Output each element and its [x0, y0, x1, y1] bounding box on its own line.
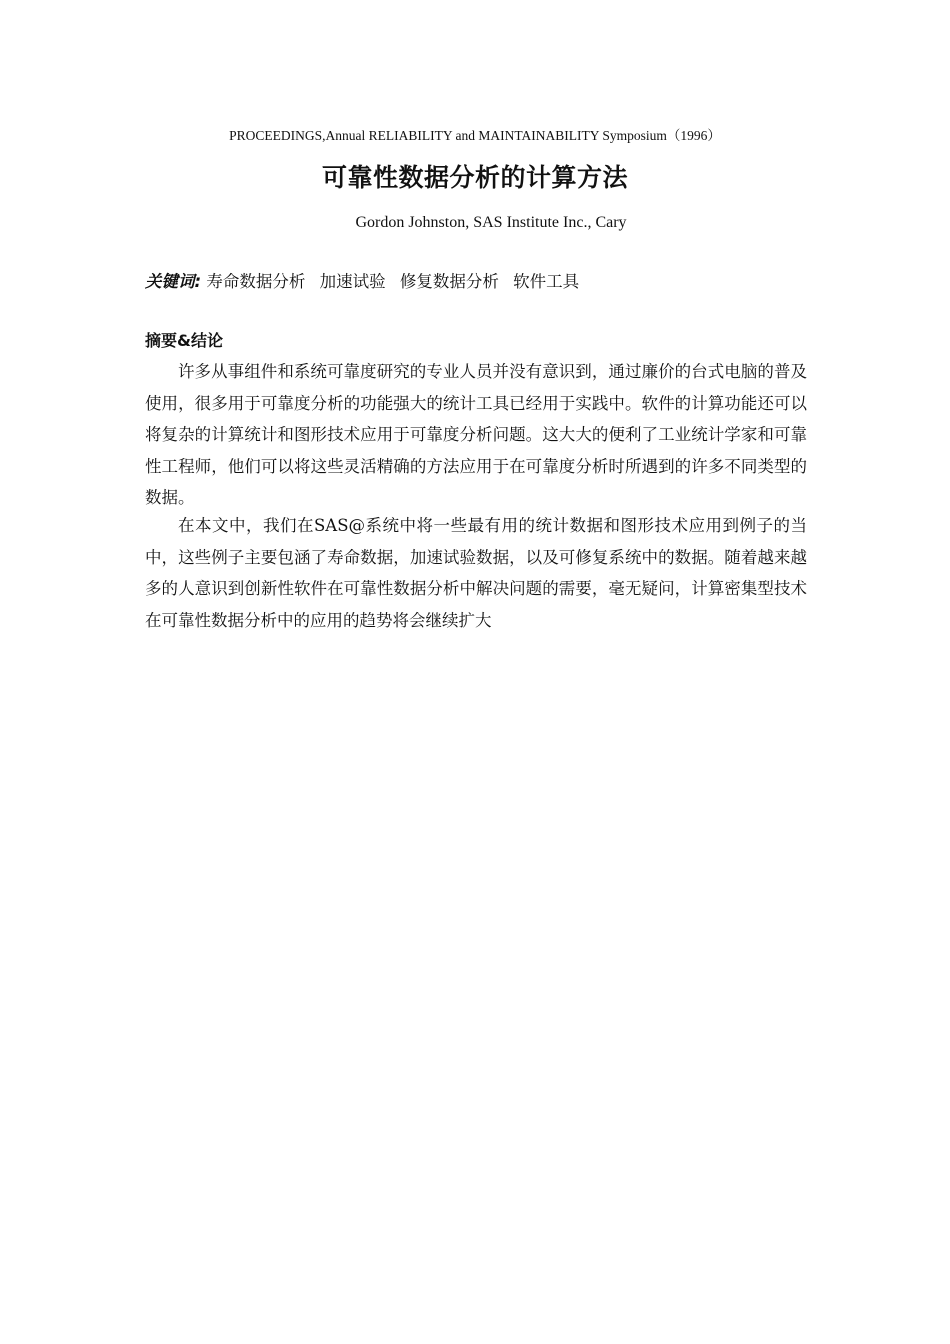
abstract-paragraph: 许多从事组件和系统可靠度研究的专业人员并没有意识到，通过廉价的台式电脑的普及使用，很多用于可靠度分析的功能强大的统计工具已经用于实践中。软件的计算功能还可以将复杂的计算统计和图形技术应用于可靠度分析问题。这大大的便利了工业统计学家和可靠性工程师，他们可以将这些灵活精确的方法应用于在可靠度分析时所遇到的许多不同类型的数据。 — [145, 362, 807, 507]
paper-title: 可靠性数据分析的计算方法 — [321, 163, 628, 192]
keyword-item: 加速试验 — [319, 272, 386, 291]
keyword-item: 修复数据分析 — [399, 272, 499, 291]
keyword-item: 寿命数据分析 — [206, 272, 306, 291]
keywords-label: 关键词: — [145, 272, 202, 291]
keyword-item: 软件工具 — [513, 272, 580, 291]
abstract-paragraph: 在本文中，我们在SAS@系统中将一些最有用的统计数据和图形技术应用到例子的当中，这些例子主要包涵了寿命数据，加速试验数据，以及可修复系统中的数据。随着越来越多的人意识到创新性软件在可靠性数据分析中解决问题的需要，毫无疑问，计算密集型技术在可靠性数据分析中的应用的趋势将会继续扩大 — [145, 516, 807, 630]
proceedings-header: PROCEEDINGS,Annual RELIABILITY and MAINTAINABILITY Symposium（1996） — [229, 128, 721, 143]
keywords-line — [145, 269, 588, 295]
author-line: Gordon Johnston, SAS Institute Inc., Cary — [355, 214, 627, 231]
abstract-heading: 摘要&结论 — [145, 331, 223, 350]
